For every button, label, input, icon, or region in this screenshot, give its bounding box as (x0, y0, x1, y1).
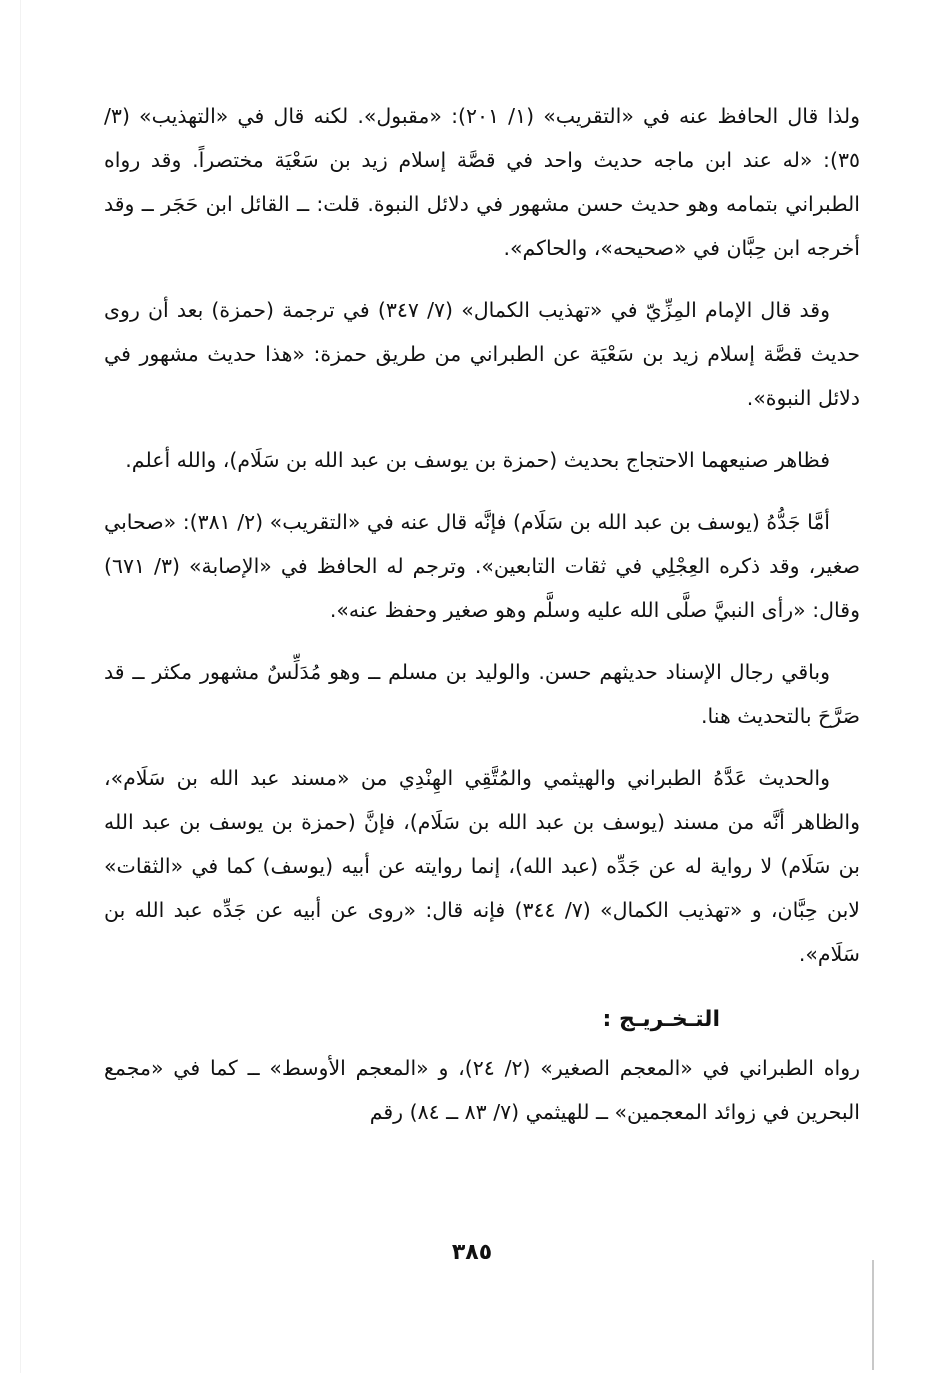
paragraph-hamza-ihtijaj: فظاهر صنيعهما الاحتجاج بحديث (حمزة بن يوسف بن عبد الله بن سَلَام)، والله أعلم. (125, 448, 830, 472)
page-edge-shadow (20, 0, 21, 1373)
paragraph-musnad-abdullah: والحديث عَدَّهُ الطبراني والهيثمي والمُتَّقِي الهِنْدِي من «مسند عبد الله بن سَلَام»، والظاهر أنَّه من مسند (يوسف بن عبد الله بن سَلَام)، فإنَّ (حمزة بن يوسف بن عبد الله بن سَلَام) لا رواية له عن جَدِّه (عبد الله)، إنما روايته عن أبيه (يوسف) كما في «الثقات» لابن حِبَّان، و «تهذيب الكمال» (٧/ ٣٤٤) فإنه قال: «روى عن أبيه عن جَدِّه عبد الله بن سَلَام». (104, 766, 860, 966)
paragraph-rijal-isnad: وباقي رجال الإسناد حديثهم حسن. والوليد بن مسلم ــ وهو مُدَلِّسٌ مشهور مكثر ــ قد صَرَّحَ بالتحديث هنا. (104, 660, 860, 728)
scan-edge-mark (872, 1260, 874, 1370)
page-body (104, 94, 860, 1152)
paragraph-taqrib-tahdhib: ولذا قال الحافظ عنه في «التقريب» (١/ ٢٠١): «مقبول». لكنه قال في «التهذيب» (٣/ ٣٥): «له عند ابن ماجه حديث واحد في قصَّة إسلام زيد بن سَعْيَة مختصراً. وقد رواه الطبراني بتمامه وهو حديث حسن مشهور في دلائل النبوة. قلت: ــ القائل ابن حَجَر ــ وقد أخرجه ابن حِبَّان في «صحيحه»، والحاكم». (104, 104, 861, 260)
section-heading-takhrij: التـخـريـج : (602, 1007, 720, 1032)
paragraph-mizzi: وقد قال الإمام المِزِّيّ في «تهذيب الكمال» (٧/ ٣٤٧) في ترجمة (حمزة) بعد أن روى حديث قصَّة إسلام زيد بن سَعْيَة عن الطبراني من طريق حمزة: «هذا حديث مشهور في دلائل النبوة». (104, 298, 860, 410)
page-number: ٣٨٥ (451, 1240, 493, 1265)
paragraph-takhrij: رواه الطبراني في «المعجم الصغير» (٢/ ٢٤)، و «المعجم الأوسط» ــ كما في «مجمع البحرين في زوائد المعجمين» ــ للهيثمي (٧/ ٨٣ ــ ٨٤) رقم (104, 1056, 860, 1124)
paragraph-jadduhu-yusuf: أمَّا جَدُّهُ (يوسف بن عبد الله بن سَلَام) فإنَّه قال عنه في «التقريب» (٢/ ٣٨١): «صحابي صغير، وقد ذكره العِجْلِي في ثقات التابعين». وترجم له الحافظ في «الإصابة» (٣/ ٦٧١) وقال: «رأى النبيَّ صلَّى الله عليه وسلَّم وهو صغير وحفظ عنه». (104, 510, 860, 622)
